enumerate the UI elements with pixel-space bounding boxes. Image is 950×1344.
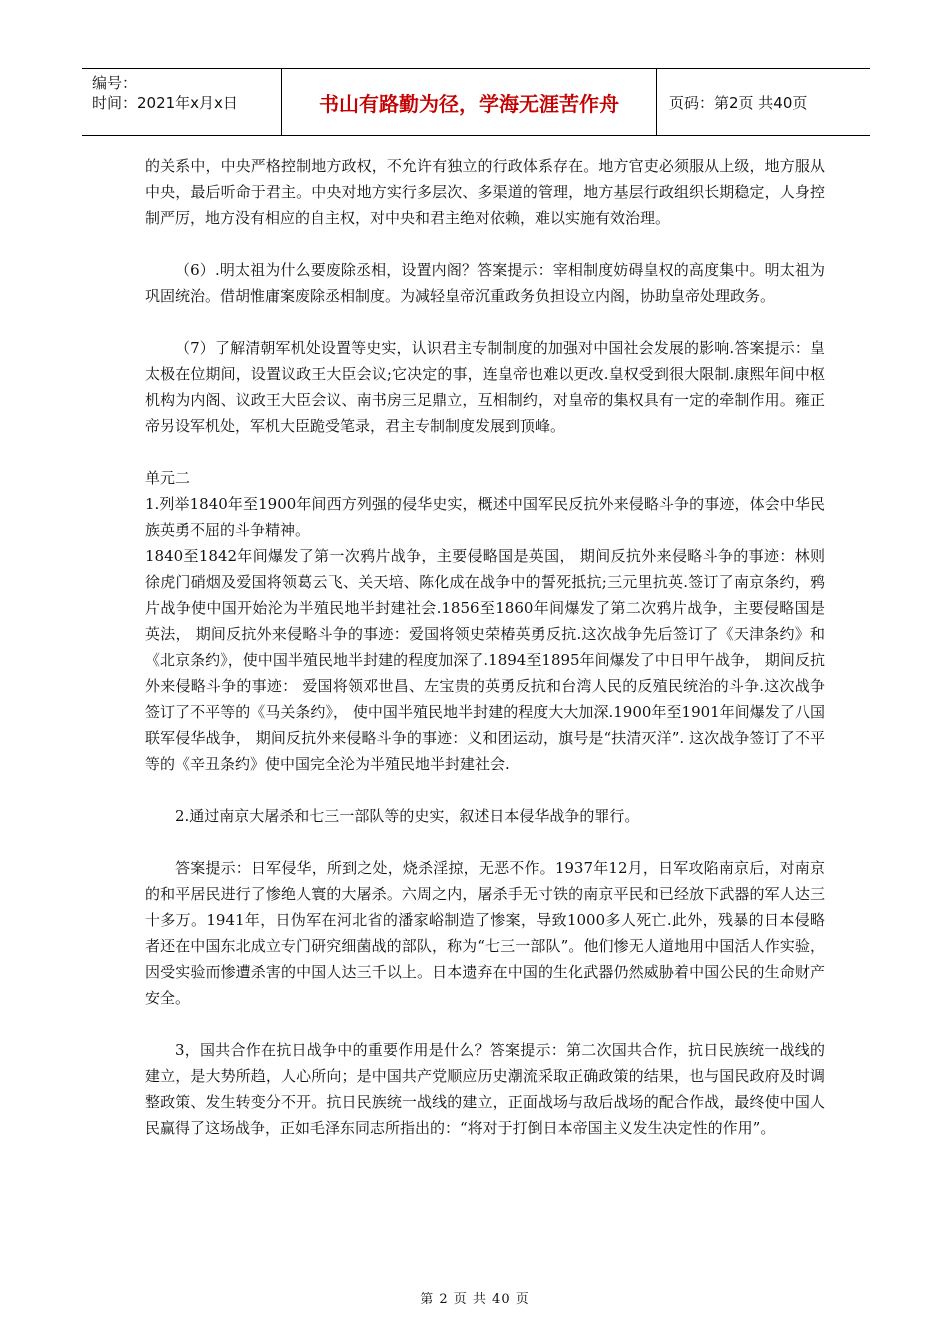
document-body: [145, 153, 825, 1141]
paragraph: （7）了解清朝军机处设置等史实，认识君主专制制度的加强对中国社会发展的影响.答案提示：皇太极在位期间，设置议政王大臣会议;它决定的事，连皇帝也难以更改.皇权受到很大限制.康熙年间中枢机构为内阁、议政王大臣会议、南书房三足鼎立，互相制约，对皇帝的集权具有一定的牵制作用。雍正帝另设军机处，军机大臣跪受笔录，君主专制制度发展到顶峰。: [145, 339, 825, 435]
page-header: [82, 68, 870, 136]
section-heading: 单元二: [145, 469, 191, 487]
header-meta: [82, 69, 282, 135]
document-number: 编号：: [92, 74, 138, 92]
page-footer: 第 2 页 共 40 页: [420, 1292, 530, 1307]
paragraph: 2.通过南京大屠杀和七三一部队等的史实，叙述日本侵华战争的罪行。: [175, 807, 640, 825]
paragraph: 答案提示：日军侵华，所到之处，烧杀淫掠，无恶不作。1937年12月，日军攻陷南京后，对南京的和平居民进行了惨绝人寰的大屠杀。六周之内，屠杀手无寸铁的南京平民和已经放下武器的军人达三十多万。1941年，日伪军在河北省的潘家峪制造了惨案，导致1000多人死亡.此外，残暴的日本侵略者还在中国东北成立专门研究细菌战的部队，称为“七三一部队”。他们惨无人道地用中国活人作实验，因受实验而惨遭杀害的中国人达三千以上。日本遗弃在中国的生化武器仍然威胁着中国公民的生命财产安全。: [145, 859, 825, 1007]
paragraph: 3，国共合作在抗日战争中的重要作用是什么？答案提示：第二次国共合作，抗日民族统一战线的建立，是大势所趋，人心所向；是中国共产党顺应历史潮流采取正确政策的结果，也与国民政府及时调整政策、发生转变分不开。抗日民族统一战线的建立，正面战场与敌后战场的配合作战，最终使中国人民赢得了这场战争，正如毛泽东同志所指出的：“将对于打倒日本帝国主义发生决定性的作用”。: [145, 1041, 825, 1137]
paragraph: （6）.明太祖为什么要废除丞相，设置内阁？答案提示：宰相制度妨碍皇权的高度集中。明太祖为巩固统治。借胡惟庸案废除丞相制度。为减轻皇帝沉重政务负担设立内阁，协助皇帝处理政务。: [145, 261, 825, 305]
paragraph: 的关系中，中央严格控制地方政权，不允许有独立的行政体系存在。地方官吏必须服从上级，地方服从中央，最后听命于君主。中央对地方实行多层次、多渠道的管理，地方基层行政组织长期稳定，人身控制严厉，地方没有相应的自主权，对中央和君主绝对依赖，难以实施有效治理。: [145, 157, 825, 227]
document-date: 时间：2021年x月x日: [92, 94, 238, 112]
header-page-number: 页码：第2页 共40页: [669, 93, 808, 112]
header-motto: 书山有路勤为径，学海无涯苦作舟: [282, 69, 657, 135]
paragraph: 1840至1842年间爆发了第一次鸦片战争，主要侵略国是英国， 期间反抗外来侵略斗争的事迹：林则徐虎门硝烟及爱国将领葛云飞、关天培、陈化成在战争中的誓死抵抗;三元里抗英.签订了南京条约，鸦片战争使中国开始沦为半殖民地半封建社会.1856至1860年间爆发了第二次鸦片战争，主要侵略国是英法， 期间反抗外来侵略斗争的事迹：爱国将领史荣椿英勇反抗.这次战争先后签订了《天津条约》和《北京条约》，使中国半殖民地半封建的程度加深了.1894至1895年间爆发了中日甲午战争， 期间反抗外来侵略斗争的事迹： 爱国将领邓世昌、左宝贵的英勇反抗和台湾人民的反殖民统治的斗争.这次战争签订了不平等的《马关条约》， 使中国半殖民地半封建的程度大大加深.1900年至1901年间爆发了八国联军侵华战争， 期间反抗外来侵略斗争的事迹：义和团运动，旗号是“扶清灭洋”. 这次战争签订了不平等的《辛丑条约》使中国完全沦为半殖民地半封建社会.: [145, 547, 825, 773]
paragraph: 1.列举1840年至1900年间西方列强的侵华史实，概述中国军民反抗外来侵略斗争的事迹，体会中华民族英勇不屈的斗争精神。: [145, 495, 825, 539]
